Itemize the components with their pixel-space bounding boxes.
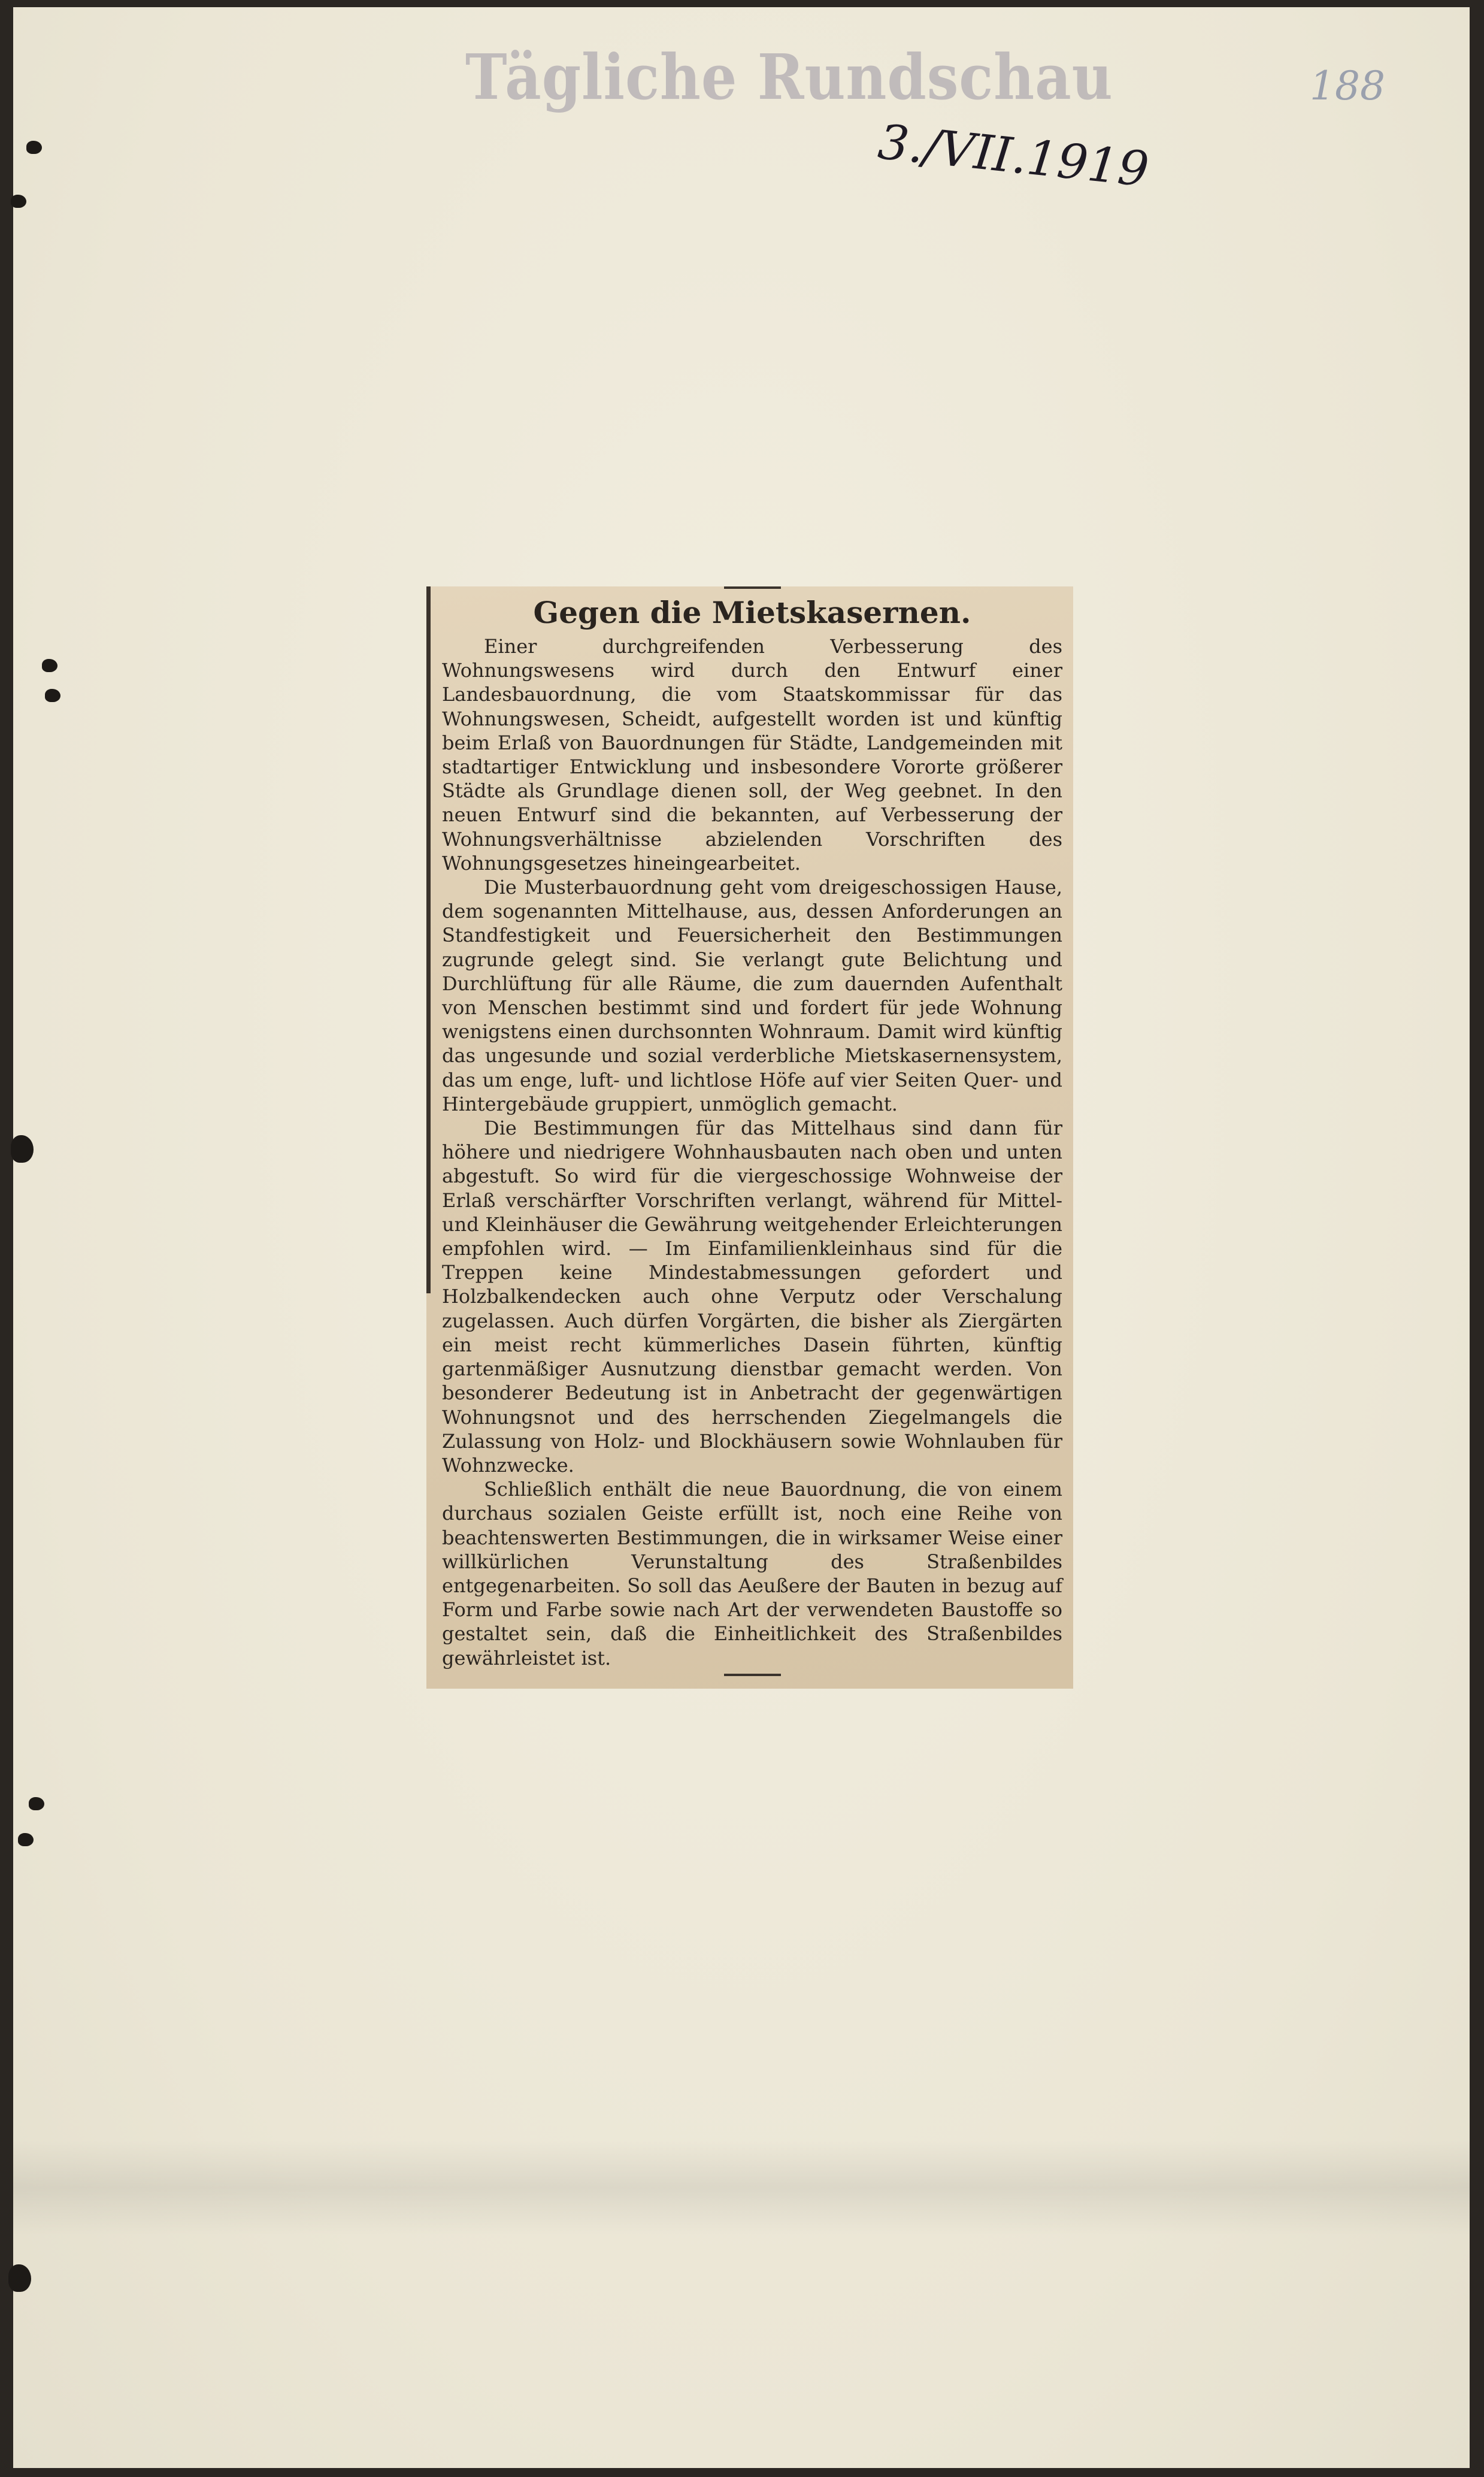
scan-shadow: [13, 2140, 1470, 2236]
punch-hole: [29, 1797, 44, 1810]
punch-hole: [26, 141, 42, 154]
top-rule: [724, 586, 781, 589]
punch-hole: [42, 659, 57, 672]
article-body: [442, 634, 1062, 1670]
punch-hole: [45, 689, 60, 702]
article-paragraph: Die Bestimmungen für das Mittelhaus sind dann für höhere und niedrigere Wohnhausbauten nach oben und unten abgestuft. So wird für die viergeschossige Wohnweise der Erlaß verschärfter Vorschriften verlangt, während für Mittel- und Kleinhäuser die Gewährung weitgehender Erleichterungen empfohlen wird. — Im Einfamilienkleinhaus sind für die Treppen keine Mindestabmessungen gefordert und Holzbalkendecken auch ohne Verputz oder Verschalung zugelassen. Auch dürfen Vorgärten, die bisher als Ziergärten ein meist recht kümmerliches Dasein führten, künftig gartenmäßiger Ausnutzung dienstbar gemacht werden. Von besonderer Bedeutung ist in Anbetracht der gegenwärtigen Wohnungsnot und des herrschenden Ziegelmangels die Zulassung von Holz- und Blockhäusern sowie Wohnlauben für Wohnzwecke.: [442, 1117, 1062, 1477]
article-paragraph: Schließlich enthält die neue Bauordnung, die von einem durchaus sozialen Geiste erfüllt ist, noch eine Reihe von beachtenswerten Bestimmungen, die in wirksamer Weise einer willkürlichen Verunstaltung des Straßenbildes entgegenarbeiten. So soll das Aeußere der Bauten in bezug auf Form und Farbe sowie nach Art der verwendeten Baustoffe so gestaltet sein, daß die Einheitlichkeit des Straßenbildes gewährleistet ist.: [442, 1478, 1062, 1670]
article-paragraph: Einer durchgreifenden Verbesserung des Wohnungswesens wird durch den Entwurf einer Landesbauordnung, die vom Staatskommissar für das Wohnungswesen, Scheidt, aufgestellt worden ist und künftig beim Erlaß von Bauordnungen für Städte, Landgemeinden mit stadtartiger Entwicklung und insbesondere Vororte größerer Städte als Grundlage dienen soll, der Weg geebnet. In den neuen Entwurf sind die bekannten, auf Verbesserung der Wohnungsverhältnisse abzielenden Vorschriften des Wohnungsgesetzes hineingearbeitet.: [442, 635, 1062, 875]
newspaper-name-stamp: Tägliche Rundschau: [465, 40, 1113, 114]
handwritten-date: 3./VII.1919: [875, 113, 1152, 198]
article-title: Gegen die Mietskasernen.: [533, 595, 971, 630]
article-paragraph: Die Musterbauordnung geht vom dreigeschossigen Hause, dem sogenannten Mittelhause, aus, dessen Anforderungen an Standfestigkeit und Feuersicherheit den Bestimmungen zugrunde gelegt sind. Sie verlangt gute Belichtung und Durchlüftung für alle Räume, die zum dauernden Aufenthalt von Menschen bestimmt sind und fordert für jede Wohnung wenigstens einen durchsonnten Wohnraum. Damit wird künftig das ungesunde und sozial verderbliche Mietskasernensystem, das um enge, luft- und lichtlose Höfe auf vier Seiten Quer- und Hintergebäude gruppiert, unmöglich gemacht.: [442, 876, 1062, 1115]
punch-hole: [8, 2264, 31, 2292]
bottom-rule: [724, 1674, 781, 1676]
folio-number: 188: [1310, 63, 1385, 109]
newspaper-clipping: [426, 586, 1073, 1689]
punch-hole: [18, 1833, 34, 1846]
punch-hole: [11, 1135, 34, 1163]
archive-sheet: [13, 7, 1470, 2468]
punch-hole: [11, 195, 26, 208]
